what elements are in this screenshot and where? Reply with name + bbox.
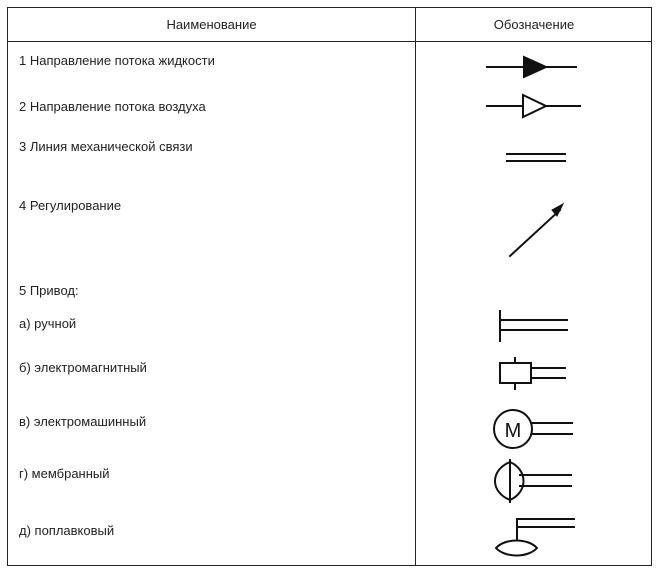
motor-letter: М — [504, 420, 522, 442]
double-line-icon — [507, 154, 565, 161]
row-label-5e: д) поплавковый — [19, 523, 115, 538]
filled-arrow-icon — [487, 57, 576, 77]
electromagnetic-drive-icon — [500, 358, 565, 389]
row-label-3: 3 Линия механической связи — [19, 139, 193, 154]
row-label-4: 4 Регулирование — [19, 198, 122, 213]
row-label-5: 5 Привод: — [19, 283, 79, 298]
float-drive-icon — [496, 519, 574, 556]
diagonal-arrow-icon — [510, 204, 563, 256]
row-label-5d: г) мембранный — [19, 466, 110, 481]
row-label-2: 2 Направление потока воздуха — [19, 99, 206, 114]
row-label-5c: в) электромашинный — [19, 414, 147, 429]
row-label-5b: б) электромагнитный — [19, 360, 147, 375]
header-symbol: Обозначение — [493, 17, 575, 32]
membrane-drive-icon — [495, 460, 571, 502]
header-name: Наименование — [166, 17, 257, 32]
manual-drive-icon — [500, 311, 567, 341]
row-label-1: 1 Направление потока жидкости — [19, 53, 215, 68]
hollow-arrow-icon — [487, 95, 580, 117]
row-label-5a: а) ручной — [19, 316, 77, 331]
